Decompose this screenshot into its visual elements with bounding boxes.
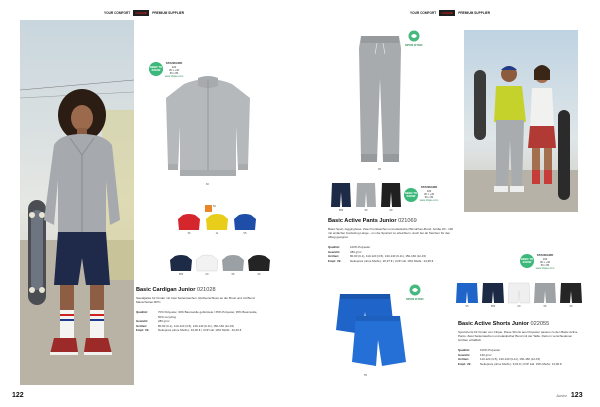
cardigan-title: Basic Cardigan Junior 021028 [136,287,216,293]
spec-row: Größen: 80-90 (0-1), 110-120 (3-5), 130-140 (9-11), 150-160 (12-15) [328,254,427,258]
spec-row: Qualität: 70% Polyester, 30% Baumwolle gebürstete / 65% Polyester, 35% Baumwolle, 50% recycling [136,310,258,319]
small-swatch-code: 50 [213,205,216,208]
spec-row: Empf. Vk: Nettopreis (ohne MwSt.): 9,04 € | UVP inkl. 19% MwSt.: 10,90 € [458,361,562,366]
spec-row: Gewicht: 280 g/m² [328,249,362,254]
clique-logo: CLIQUE [133,10,149,16]
kids-photo-illustration [464,30,578,212]
standard-tag-shorts: STANDARD 100 30 x +40 60 x 80 www.clique.com [535,253,555,270]
pants-swatch-navy: 580 [330,182,352,212]
cardigan-swatch-navy: 580 [170,254,192,276]
pants-title: Basic Active Pants Junior 021069 [328,218,417,224]
page-number-right-block [556,392,583,399]
spec-row: Größen: 110-120 (3-5), 130-140 (9-11), 150-160 (12-15) [458,357,541,361]
cardigan-swatch-black: 99 [248,254,270,276]
header-right-label: YOUR COMFORT [410,11,437,15]
spun-dyed-icon [408,30,420,42]
cardigan-swatch-blue: 55 [234,213,256,235]
header-right [410,10,490,16]
cardigan-swatch-white: 00 [196,254,218,276]
shorts-swatches [455,282,583,308]
header-left-tag: PREMIUM SUPPLIER [152,11,185,15]
pants-specs [328,245,458,263]
standard-tag: STANDARD 100 30 x +40 60 x 80 www.clique.com [164,61,184,78]
spun-dyed-icon [409,284,421,296]
pants-swatch-black: 99 [380,182,402,212]
page-number-left: 122 [12,392,24,399]
shorts-swatch-blue: 55 [455,282,479,308]
spec-row: Gewicht: 150 g/m² [458,352,492,357]
cardigan-description: Sweatjacke für Kinder mit zwei Seitentaschen. Reißverschluss an der Brust und mit Bund Manschetten-RPC. [136,296,255,305]
girl-photo-illustration [20,20,134,385]
spec-row: Qualität: 100% Polyester [328,245,371,249]
cardigan-swatch-red: 35 [178,213,200,235]
cardigan-swatches-row1 [178,213,256,235]
shorts-swatch-navy: 580 [481,282,505,308]
clique-logo: CLIQUE [439,10,455,16]
shorts-main-code: 55 [364,374,367,377]
shorts-swatch-black: 99 [559,282,583,308]
cardigan-main-image [164,70,252,182]
header-left-label: YOUR COMFORT [104,11,131,15]
header-right-tag: PREMIUM SUPPLIER [458,11,491,15]
shorts-swatch-white: 00 [507,282,531,308]
pants-swatches [330,182,402,212]
need-to-know-badge-shorts: NEED TO KNOW [520,254,534,268]
girl-photo [20,20,134,385]
pants-main-image [355,32,405,167]
spec-row: Empf. Vk: Nettopreis (ohne MwSt.): 20,97 € | UVP inkl. 19% MwSt.: 24,95 € [328,258,434,263]
shorts-swatch-grey: 95 [533,282,557,308]
cardigan-illustration [164,70,252,182]
cardigan-specs [136,310,266,333]
pants-swatch-grey: 95 [355,182,377,212]
pants-illustration [355,32,405,167]
shorts-main-image [330,290,408,370]
need-to-know-badge: NEED TO KNOW [149,62,163,76]
orange-small-swatch [205,205,212,212]
shorts-title: Basic Active Shorts Junior 022055 [458,321,550,327]
pants-description: Basic Sport-Jogginghose. Zwei Fronttaschen und elastischer Bündchen-Bund. Größe 90 - 130 mit einfacher Kordelzug Länge - um die Sportart zu erleichtern. Auch bei ab Taschen für den Alltag geeignet. [328,227,454,240]
shorts-illustration [330,290,408,370]
spec-row: Größen: 80-90 (0-1), 110-120 (3-5), 130-140 (9-11), 150-160 (12-15) [136,323,235,328]
header-left [104,10,184,16]
spun-dyed-badge: SPUN DYED [405,30,423,47]
shorts-specs [458,348,584,366]
page-brand: Junior [556,393,567,398]
cardigan-swatches-row2 [170,254,270,276]
standard-tag-pants: STANDARD 100 30 x +40 60 x 80 www.clique.com [419,185,439,202]
cardigan-swatch-grey: 95 [222,254,244,276]
cardigan-main-code: 60 [206,183,209,186]
cardigan-swatch-yellow: 11 [206,213,228,235]
shorts-description: Sportshorts für Kinder von Clique. Diese Shorts aus Polyester passen zu den Basic Active Pants. Zwei Seitentaschen und elastischer Bund mit der Taille. Dazu in verschiedenen Größen erhältlich. [458,330,578,343]
spec-row: Qualität: 100% Polyester [458,348,501,352]
page-number-right: 123 [570,392,583,399]
spec-row: Gewicht: 280 g/m² [136,319,170,323]
kids-photo [464,30,578,212]
spec-row: Empf. Vk: Nettopreis (ohne MwSt.): 34,00 € | UVP inkl. 19% MwSt.: 40,46 € [136,328,242,332]
spun-dyed-badge-shorts: SPUN DYED [406,284,424,301]
pants-main-code: 95 [378,168,381,171]
need-to-know-badge-pants: NEED TO KNOW [404,188,418,202]
